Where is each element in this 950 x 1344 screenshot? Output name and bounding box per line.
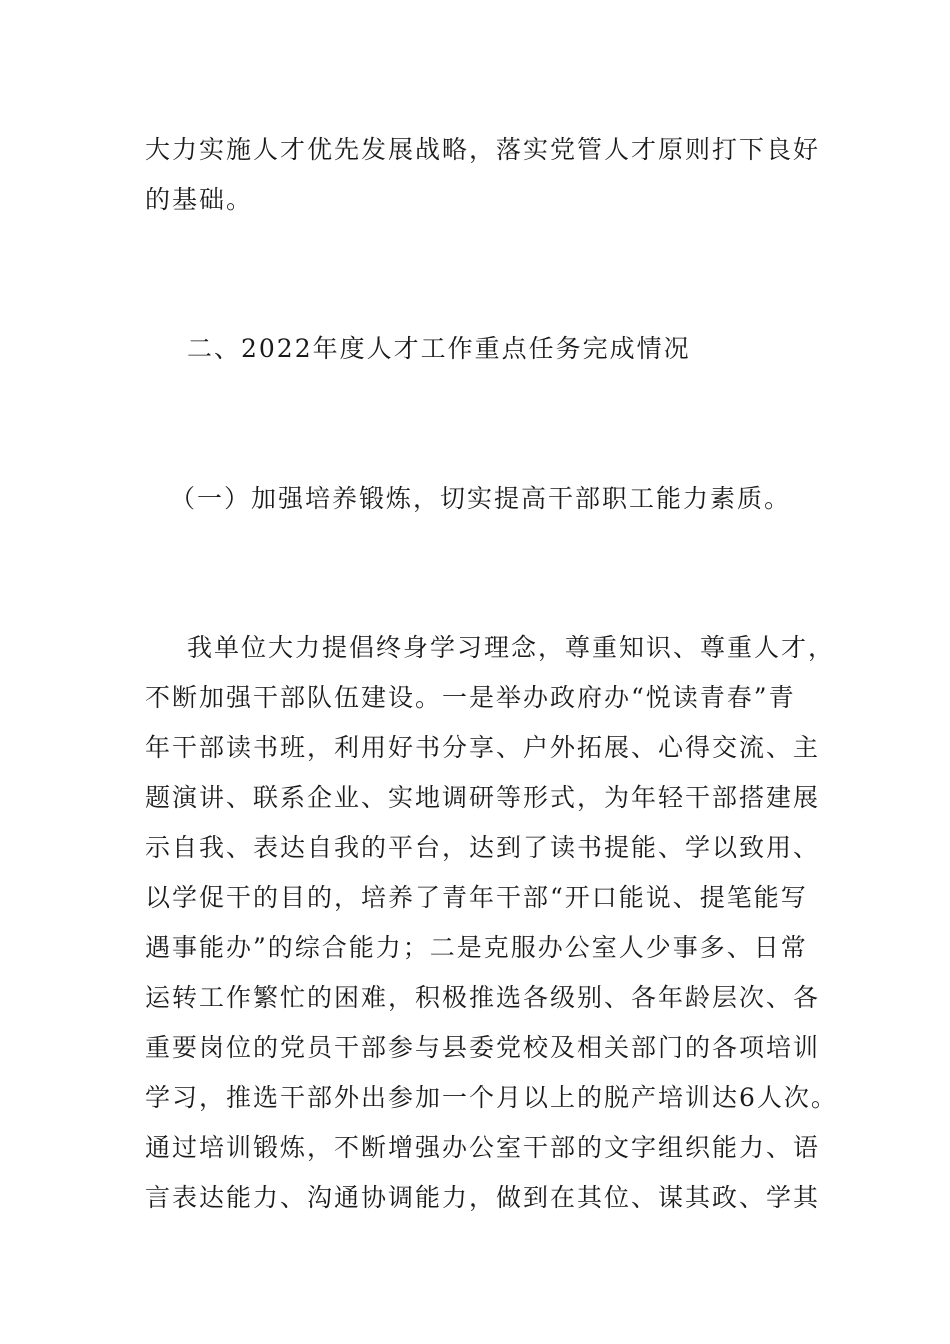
body-line-4: 题演讲、联系企业、实地调研等形式，为年轻干部搭建展 — [145, 783, 821, 812]
body-line-3: 年干部读书班，利用好书分享、户外拓展、心得交流、主 — [145, 733, 821, 762]
section-heading: 二、2022年度人才工作重点任务完成情况 — [187, 334, 691, 363]
body-line-7: 遇事能办”的综合能力；二是克服办公室人少事多、日常 — [145, 933, 808, 962]
body-line-1: 我单位大力提倡终身学习理念，尊重知识、尊重人才， — [187, 633, 836, 662]
body-line-5: 示自我、表达自我的平台，达到了读书提能、学以致用、 — [145, 833, 821, 862]
body-line-8: 运转工作繁忙的困难，积极推选各级别、各年龄层次、各 — [145, 983, 821, 1012]
intro-line-2: 的基础。 — [145, 185, 254, 214]
body-line-2: 不断加强干部队伍建设。一是举办政府办“悦读青春”青 — [145, 683, 796, 712]
body-line-10: 学习，推选干部外出参加一个月以上的脱产培训达6人次。 — [145, 1083, 838, 1112]
body-line-6: 以学促干的目的，培养了青年干部“开口能说、提笔能写 — [145, 883, 808, 912]
body-line-11: 通过培训锻炼，不断增强办公室干部的文字组织能力、语 — [145, 1133, 821, 1162]
subsection-heading: （一）加强培养锻炼，切实提高干部职工能力素质。 — [170, 484, 792, 513]
intro-line-1: 大力实施人才优先发展战略，落实党管人才原则打下良好 — [145, 135, 821, 164]
body-line-9: 重要岗位的党员干部参与县委党校及相关部门的各项培训 — [145, 1033, 821, 1062]
body-line-12: 言表达能力、沟通协调能力，做到在其位、谋其政、学其 — [145, 1183, 821, 1212]
